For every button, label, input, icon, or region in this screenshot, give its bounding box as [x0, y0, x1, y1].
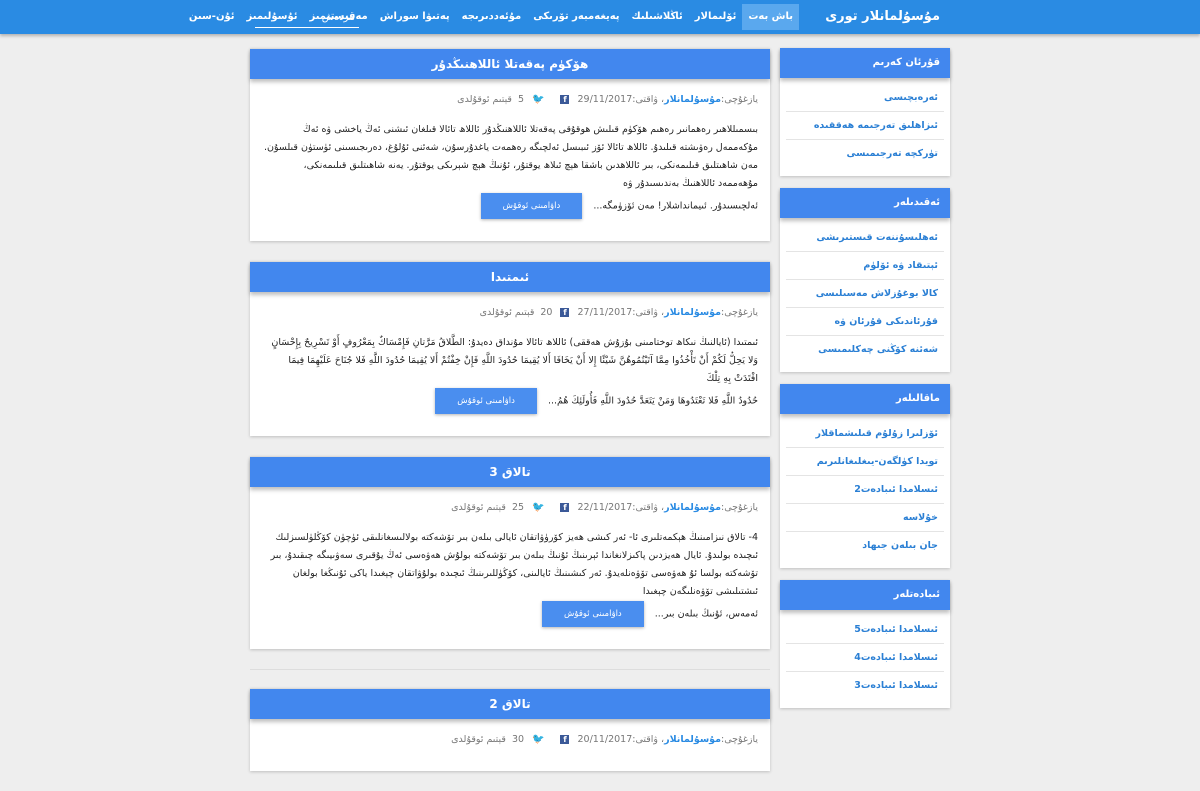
facebook-icon[interactable]: f	[560, 735, 569, 744]
widget-link[interactable]: تويدا كۈلگەن-يىغلىغانلىرىم	[786, 448, 944, 476]
views-label: قېتىم ئوقۇلدى	[451, 733, 506, 745]
read-more-button[interactable]: داۋامىنى ئوقۇش	[481, 193, 583, 219]
post-meta	[250, 729, 770, 749]
nav-item-prophet[interactable]: پەيغەمبەر تۆرىكى	[533, 11, 620, 22]
date-label: ۋاقتى:	[632, 93, 659, 105]
widget-title: قۇرئان كەرىم	[780, 48, 950, 78]
post-card	[250, 456, 770, 649]
widget-creeds	[780, 188, 950, 372]
nav-item-video[interactable]: ئۇن-سىن	[188, 11, 235, 22]
widget-link[interactable]: ئىسلامدا ئىبادەت5	[786, 616, 944, 644]
punct: ،	[658, 501, 665, 513]
author-label: يازغۇچى:	[721, 501, 758, 513]
excerpt-last-line: ئەلچىسىدۇر. ئىيمانداشلار! مەن ئۆزۈمگە...	[593, 200, 758, 212]
post-title[interactable]: ئىمتىدا	[250, 262, 770, 292]
post-title[interactable]: تالاق 3	[250, 457, 770, 487]
post-card	[250, 48, 770, 241]
read-more-button[interactable]: داۋامىنى ئوقۇش	[435, 388, 537, 414]
post-date: 27/11/2017	[577, 306, 633, 318]
author-link[interactable]: مۇسۇلمانلار	[664, 501, 721, 513]
post-title[interactable]: ھۆكۈم پەقەتلا ئاللاھنىڭدۇر	[250, 49, 770, 79]
post-date: 20/11/2017	[577, 733, 633, 745]
twitter-icon[interactable]: 🐦	[532, 733, 545, 745]
widget-articles	[780, 384, 950, 568]
top-navbar	[0, 0, 1200, 34]
widget-title: ماقالىلەر	[780, 384, 950, 414]
widget-title: ئىبادەتلەر	[780, 580, 950, 610]
facebook-icon[interactable]: f	[560, 503, 569, 512]
posts-column	[250, 48, 770, 791]
nav-item-audio[interactable]: ئاڭلاشىلىك	[631, 11, 683, 22]
widget-quran	[780, 48, 950, 176]
site-brand[interactable]: مۇسۇلمانلار تورى	[825, 9, 940, 24]
punct: ،	[658, 93, 665, 105]
widget-link[interactable]: شەئنە كۆڭنى چەكلىمىسى	[818, 344, 938, 355]
view-count: 20	[540, 306, 553, 318]
widget-link[interactable]: خۇلاسە	[786, 504, 944, 532]
view-count: 30	[511, 733, 525, 745]
author-label: يازغۇچى:	[721, 93, 758, 105]
post-excerpt	[250, 517, 770, 627]
facebook-icon[interactable]: f	[560, 308, 569, 317]
widget-link[interactable]: ئىزاھلىق تەرجىمە ھەققىدە	[786, 112, 944, 140]
widget-link[interactable]: ئىسلامدا ئىبادەت3	[854, 680, 938, 691]
excerpt-text: ئىمتىدا (ئايالنىڭ نىكاھ توختامىنى بۇزۇش ھەققى) ئاللاھ تائالا مۇنداق دەيدۇ: الطَّلاقُ مَرَّتانِ فَإِمْسَاكٌ بِمَعْرُوفٍ أَوْ تَسْرِيحٌ بِإِحْسَانٍ وَلا يَحِلُّ لَكُمْ أَنْ تَأْخُذُوا مِمَّا آتَيْتُمُوهُنَّ شَيْئًا إِلا أَنْ يَخَافَا أَلا يُقِيمَا حُدُودَ اللَّهِ فَإِنْ خِفْتُمْ أَلا يُقِيمَا حُدُودَ اللَّهِ فَلا جُنَاحَ عَلَيْهِمَا فِيمَا افْتَدَتْ بِهِ تِلْكَ	[271, 337, 758, 384]
punct: ،	[658, 733, 665, 745]
widget-link[interactable]: قۇرئاندىكى قۇرئان ۋە	[786, 308, 944, 336]
twitter-icon[interactable]: 🐦	[532, 93, 545, 105]
author-link[interactable]: مۇسۇلمانلار	[664, 733, 721, 745]
views-label: قېتىم ئوقۇلدى	[451, 501, 506, 513]
views-label: قېتىم ئوقۇلدى	[457, 93, 512, 105]
author-label: يازغۇچى:	[721, 733, 758, 745]
date-label: ۋاقتى:	[632, 733, 659, 745]
post-meta	[250, 302, 770, 322]
nav-item-goals[interactable]: مەقىستىمىز	[309, 11, 368, 22]
view-count: 5	[517, 93, 525, 105]
widget-title: ئەقىدىلەر	[780, 188, 950, 218]
read-more-button[interactable]: داۋامىنى ئوقۇش	[542, 601, 644, 627]
twitter-icon[interactable]: 🐦	[532, 501, 545, 513]
nav-item-home[interactable]: باش بەت	[742, 4, 799, 30]
widget-link[interactable]: جان بىلەن جىھاد	[862, 540, 938, 551]
post-date: 22/11/2017	[577, 501, 633, 513]
author-label: يازغۇچى:	[721, 306, 758, 318]
widget-link[interactable]: تۈركچە تەرجىمىسى	[846, 148, 938, 159]
post-excerpt	[250, 322, 770, 414]
search-input[interactable]	[255, 8, 359, 28]
date-label: ۋاقتى:	[632, 306, 659, 318]
post-date: 29/11/2017	[577, 93, 633, 105]
widget-link[interactable]: ئەرەبچىسى	[786, 84, 944, 112]
nav-item-methods[interactable]: ئۇسۇلىمىز	[246, 11, 298, 22]
excerpt-last-line: حُدُودُ اللَّهِ فَلا تَعْتَدُوهَا وَمَنْ يَتَعَدَّ حُدُودَ اللَّهِ فَأُولَئِكَ هُمُ...	[547, 395, 758, 407]
widget-link[interactable]: ئۆزلىرا زۇلۇم قىلىشماقلار	[786, 420, 944, 448]
facebook-icon[interactable]: f	[560, 95, 569, 104]
view-count: 25	[511, 501, 525, 513]
nav-item-grades[interactable]: مۇئەددىرىجە	[461, 11, 522, 22]
sidebar	[780, 48, 950, 720]
author-link[interactable]: مۇسۇلمانلار	[664, 306, 721, 318]
widget-link[interactable]: ئىسلامدا ئىبادەت4	[786, 644, 944, 672]
post-card	[250, 261, 770, 436]
excerpt-last-line: ئەمەس، ئۇنىڭ بىلەن بىر...	[654, 608, 758, 620]
date-label: ۋاقتى:	[632, 501, 659, 513]
nav-item-scholars[interactable]: ئۆلىمالار	[694, 11, 737, 22]
post-excerpt	[250, 109, 770, 219]
excerpt-text: 4- تالاق نىزامىنىڭ ھېكمەتلىرى ئا- ئەر كىشى ھەيز كۆرۈۋاتقان ئايالى بىلەن بىر تۆشەكتە بولالىسغانلىقى ئۈچۈن كۆڭلۈلسىزلىك ئىچىدە بولىدۇ. ئايال ھەيزدىن پاكىزلانغاندا ئېرىنىڭ ئۇنىڭ بىلەن بىر تۆشەكتە بولۇش ھەۋەسى ئەڭ يۇقىرى سەۋىيىگە چىقىدۇ، بىر تۆشەكتە بولسا ئۇ ھەۋەسى تۆۋەنلەيدۇ. ئەر كىشىنىڭ ئايالىنى، كۆڭۈللىرىنىڭ ئىچىدە بولۇۋاتقان چېغىدا ياكى ئۇنىڭغا بولغان ئىشتىلىشى تۆۋەنلىگەن چېغىدا	[270, 532, 758, 597]
post-card	[250, 688, 770, 771]
nav-item-fatwa[interactable]: پەتىۋا سوراش	[379, 11, 450, 22]
excerpt-text: بىسمىللاھىر رەھمانىر رەھىم ھۆكۈم قىلىش ھوقۇقى پەقەتلا ئاللاھنىڭدۇر ئاللاھ تائالا قىلغان ئىشنى ئەڭ ياخشى ۋە ئەڭ مۇكەممەل رەۋىشتە قىلىدۇ. ئاللاھ تائالا ئۆز ئىبىسل ئەلچىگە رەھمەت ياغدۇرسۇن، شەئنى ئۇلۇغ، دەرىجىسىنى ئۈستۈن قىلسۇن. مەن شاھىتلىق قىلىمەنكى، بىر ئاللاھدىن باشقا ھېچ ئىلاھ يوقتۇر، ئۇنىڭ ھېچ شېرىكى يوقتۇر. يەنە شاھىتلىق قىلىمەنكى، مۇھەممەد ئاللاھنىڭ بەندىسىدۇر ۋە	[264, 124, 758, 189]
post-title[interactable]: تالاق 2	[250, 689, 770, 719]
views-label: قېتىم ئوقۇلدى	[479, 306, 535, 318]
widget-link[interactable]: ئەھلىسۇننەت قىستىرىشى	[786, 224, 944, 252]
post-meta	[250, 89, 770, 109]
widget-link[interactable]: ئىسلامدا ئىبادەت2	[786, 476, 944, 504]
widget-link[interactable]: ئېتىقاد ۋە ئۆلۈم	[786, 252, 944, 280]
widget-link[interactable]: كالا بوغۇزلاش مەسىلىسى	[786, 280, 944, 308]
divider	[250, 669, 770, 670]
widget-worship	[780, 580, 950, 708]
author-link[interactable]: مۇسۇلمانلار	[664, 93, 721, 105]
punct: ،	[658, 306, 665, 318]
post-meta	[250, 497, 770, 517]
